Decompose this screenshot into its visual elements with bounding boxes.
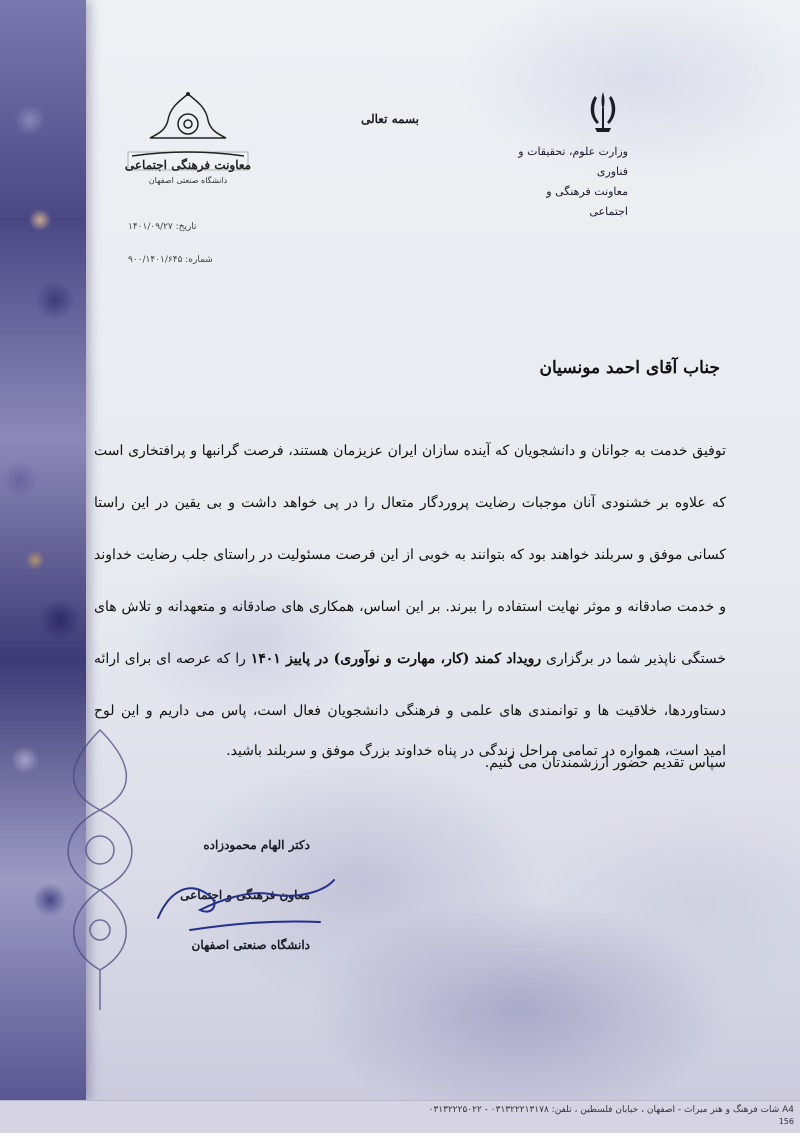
letter-date: تاریخ: ۱۴۰۱/۰۹/۲۷ [128,222,197,232]
letter-body-text-2: را که عرصه ای برای ارائه دستاوردها، خلاقیت ها و توانمندی های علمی و فرهنگی دانشجویان فعال است، پاس می داریم و این لوح سپاس تقدیم حضور ارزشمندتان می کنیم. [94,651,726,771]
ministry-name: وزارت علوم، تحقیقات و فناوری [518,145,628,178]
logo-title: معاونت فرهنگی اجتماعی [124,158,252,172]
letter-number: شماره: ۹۰۰/۱۴۰۱/۶۴۵ [128,255,213,265]
university-cultural-logo [118,90,258,190]
letter-body-text-1: توفیق خدمت به جوانان و دانشجویان که آینده سازان ایران عزیزمان هستند، فرصت گرانبها و پرافتخاری است که علاوه بر خشنودی آنان موجبات رضایت پروردگار متعال را در پی خواهد داشت و بی یقین در این راستا کسانی موفق و سربلند خواهند بود که بتوانند به خوبی از این فرصت مسئولیت در راستای جلب رضایت خداوند و خدمت صادقانه و موثر نهایت استفاده را ببرند. بر این اساس، همکاری های صادقانه و متعهدانه و تلاش های خستگی ناپذیر شما در برگزاری [94,443,726,667]
letter-body [94,425,726,789]
basmala: بسمه تعالی [360,112,420,126]
signer-organization: دانشگاه صنعتی اصفهان [191,938,310,952]
signer-name: دکتر الهام محمودزاده [203,838,310,852]
logo-subtitle: دانشگاه صنعتی اصفهان [148,176,228,185]
printer-note: A4 شات فرهنگ و هنر میراث - اصفهان ، خیابان فلسطین ، تلفن: ۰۳۱۳۲۲۲۱۳۱۷۸ - ۰۳۱۳۲۲۲۵۰۲۲ [428,1105,794,1115]
deputy-office-name: معاونت فرهنگی و اجتماعی [546,185,628,218]
letter-closing: امید است، همواره در تمامی مراحل زندگی در پناه خداوند بزرگ موفق و سربلند باشید. [226,743,726,759]
recipient-salutation: جناب آقای احمد مونسیان [539,358,720,378]
footer-code: 156 [778,1117,794,1126]
handwritten-signature [150,860,340,940]
signer-title: معاون فرهنگی و اجتماعی [180,888,310,902]
iran-emblem-icon [583,90,623,134]
event-name: رویداد کمند (کار، مهارت و نوآوری) در پاییز ۱۴۰۱ [250,651,542,667]
ministry-heading [508,142,628,222]
